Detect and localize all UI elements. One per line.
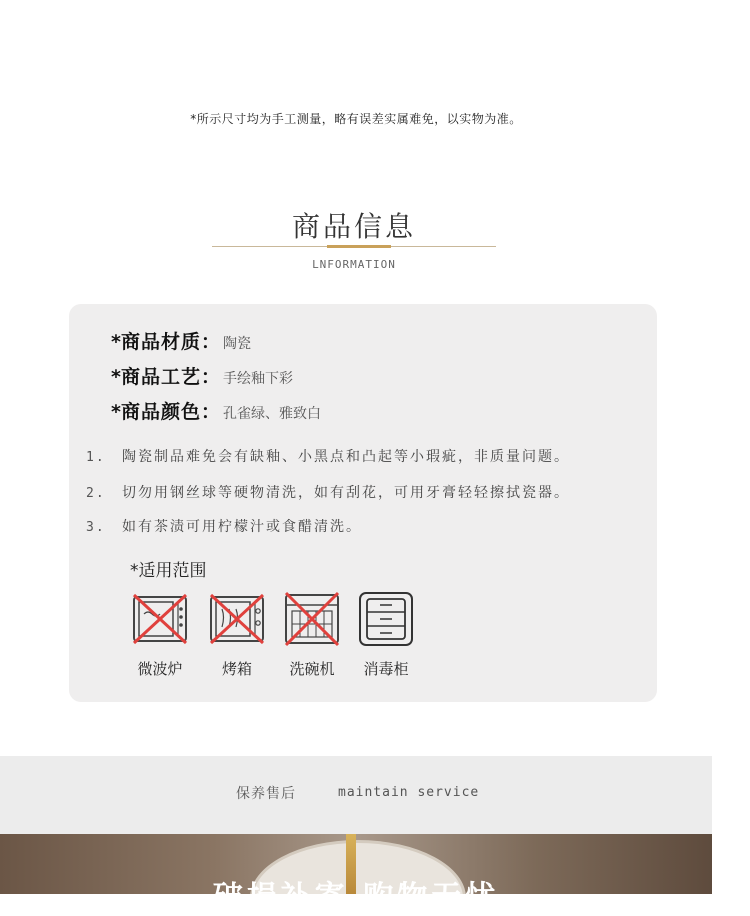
attribute-key: 商品材质：	[120, 331, 221, 353]
attribute-key: 商品工艺：	[120, 366, 221, 388]
section-subtitle: LNFORMATION	[312, 258, 396, 271]
care-note-3	[86, 516, 362, 536]
note-text: 陶瓷制品难免会有缺釉、小黑点和凸起等小瑕疵，非质量问题。	[122, 449, 570, 465]
attribute-color	[111, 397, 321, 424]
attribute-craft	[111, 362, 293, 389]
attribute-star: *	[111, 366, 121, 388]
title-accent-bar	[327, 245, 391, 248]
microwave-icon	[130, 589, 190, 649]
attribute-star: *	[111, 331, 121, 353]
section-title: 商品信息	[291, 210, 416, 243]
oven-icon	[207, 589, 267, 649]
usage-label-dishwasher: 洗碗机	[289, 660, 335, 678]
measurement-disclaimer: *所示尺寸均为手工测量，略有误差实属难免，以实物为准。	[190, 112, 522, 126]
note-text: 切勿用钢丝球等硬物清洗，如有刮花，可用牙膏轻轻擦拭瓷器。	[122, 485, 570, 501]
attribute-value: 孔雀绿、雅致白	[222, 406, 321, 422]
note-number: 1.	[86, 450, 106, 465]
attribute-value: 手绘釉下彩	[222, 371, 293, 387]
attribute-material	[111, 327, 251, 354]
service-title-en: maintain service	[338, 785, 480, 800]
usage-title: *适用范围	[130, 561, 207, 581]
note-number: 2.	[86, 486, 106, 501]
usage-label-microwave: 微波炉	[137, 660, 183, 678]
attribute-star: *	[111, 401, 121, 423]
usage-label-sterilizer: 消毒柜	[363, 660, 409, 678]
attribute-key: 商品颜色：	[120, 401, 221, 423]
sterilizer-cabinet-icon	[356, 589, 416, 649]
care-note-2	[86, 482, 570, 502]
dishwasher-icon	[282, 589, 342, 649]
note-number: 3.	[86, 520, 106, 535]
note-text: 如有茶渍可用柠檬汁或食醋清洗。	[122, 519, 362, 535]
banner-text: 破损补寄 购物无忧	[212, 880, 500, 915]
care-note-1	[86, 446, 570, 466]
service-title-cn: 保养售后	[236, 786, 296, 802]
attribute-value: 陶瓷	[222, 336, 251, 352]
usage-label-oven: 烤箱	[221, 660, 252, 678]
